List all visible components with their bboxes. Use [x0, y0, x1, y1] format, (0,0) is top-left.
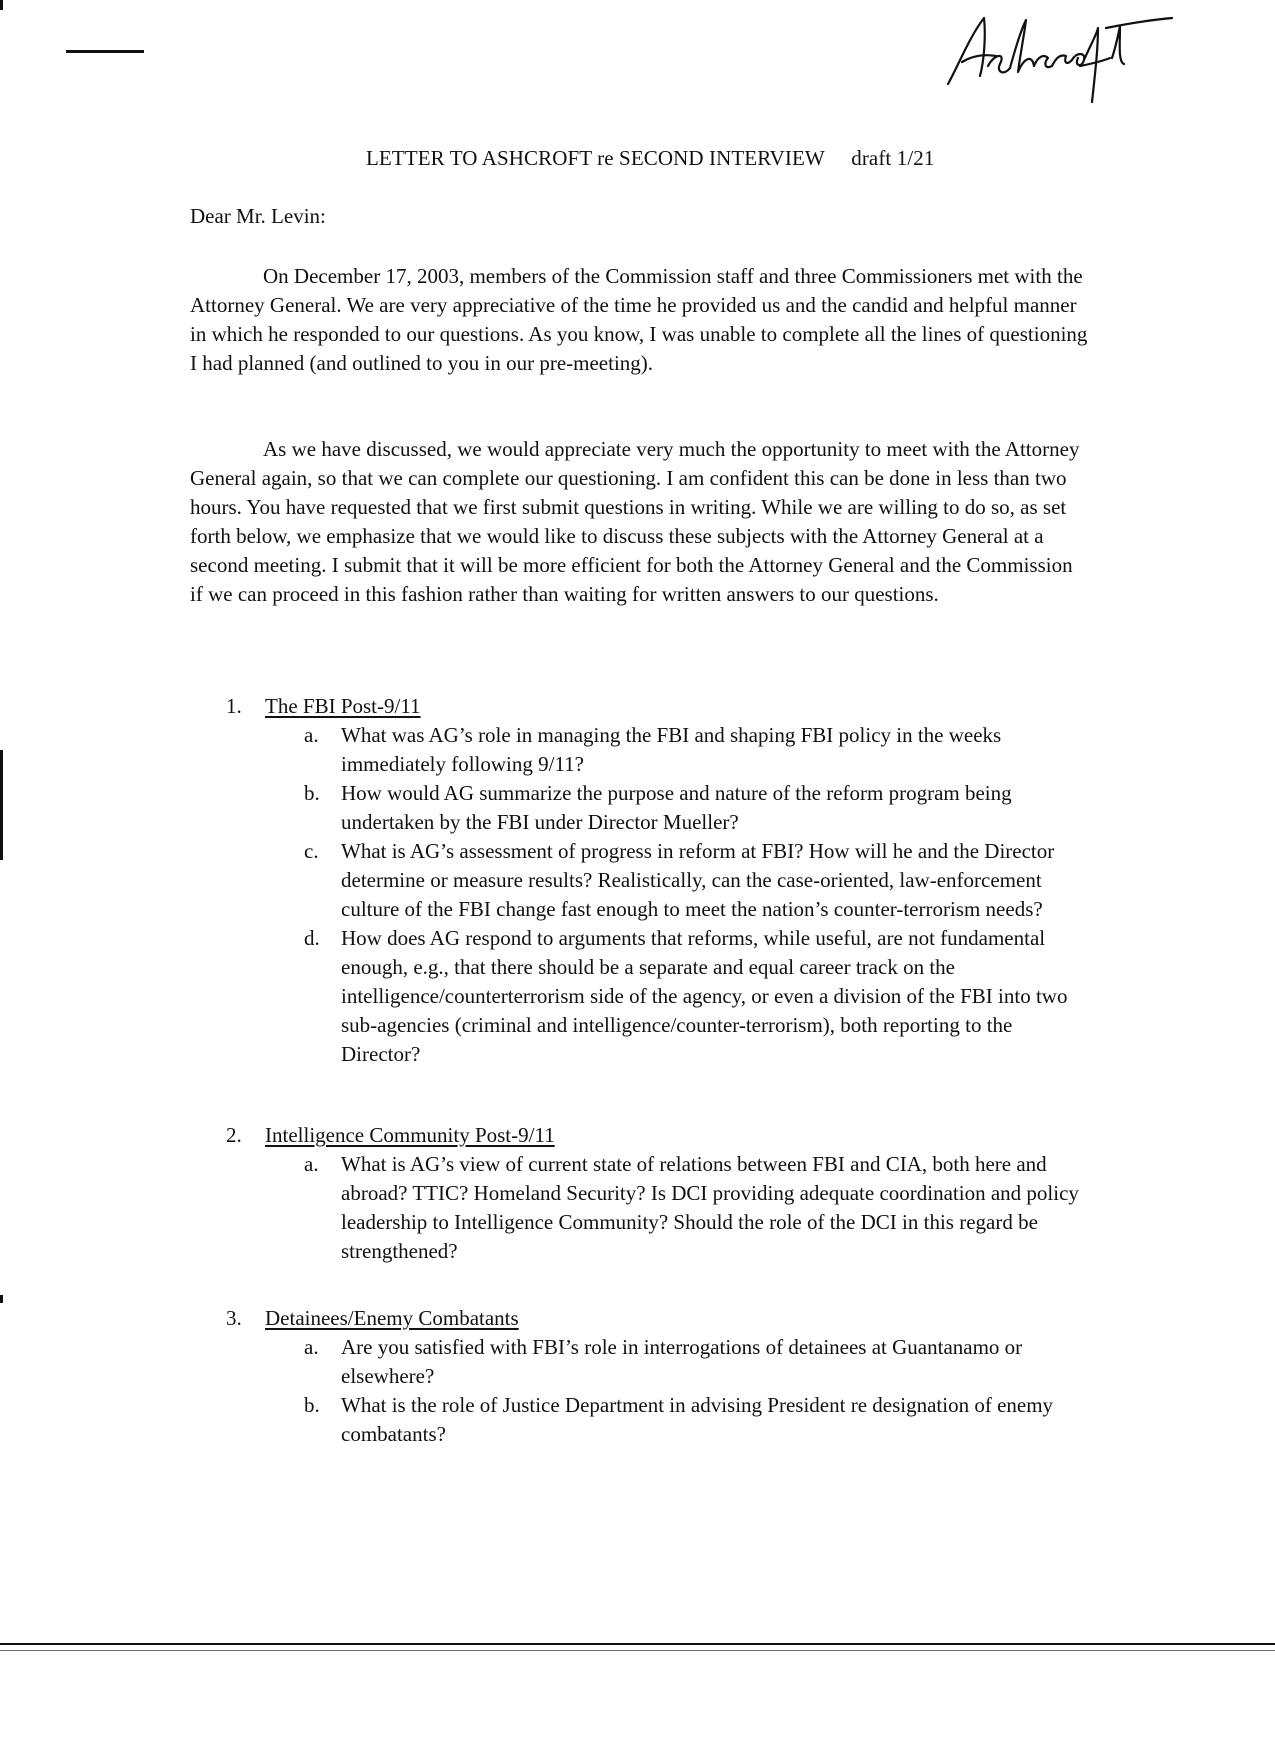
scan-edge-mark — [0, 0, 3, 10]
question-letter: c. — [304, 839, 319, 863]
scan-edge-mark — [0, 1295, 3, 1303]
signature-text: Ashcroft — [940, 6, 944, 7]
salutation: Dear Mr. Levin: — [190, 204, 326, 228]
section-intelligence-community — [190, 1121, 1090, 1266]
body-paragraph-2: As we have discussed, we would appreciate very much the opportunity to meet with the Attorney General again, so that we can complete our questioning. I am confident this can be done in less than two hours. You have requested that we first submit questions in writing. While we are willing to do so, as set forth below, we emphasize that we would like to discuss these subjects with the Attorney General at a second meeting. I submit that it will be more efficient for both the Attorney General and the Commission if we can proceed in this fashion rather than waiting for written answers to our questions. — [190, 437, 1080, 606]
question-item — [190, 1391, 1090, 1449]
question-letter: a. — [304, 723, 319, 747]
question-letter: b. — [304, 781, 320, 805]
scan-edge-mark — [0, 750, 3, 860]
section-number: 2. — [226, 1123, 242, 1147]
question-text: How would AG summarize the purpose and nature of the reform program being undertaken by the FBI under Director Mueller? — [341, 781, 1012, 834]
question-text: What is AG’s assessment of progress in reform at FBI? How will he and the Director determine or measure results? Realistically, can the case-oriented, law-enforcement culture of the FBI change fast enough to meet the nation’s counter-terrorism needs? — [341, 839, 1055, 921]
section-title: Intelligence Community Post-9/11 — [265, 1123, 555, 1147]
question-item — [190, 924, 1090, 1069]
question-item — [190, 779, 1090, 837]
question-text: How does AG respond to arguments that reforms, while useful, are not fundamental enough, e.g., that there should be a separate and equal career track on the intelligence/counterterrorism side of the agency, or even a division of the FBI into two sub-agencies (criminal and intelligence/counter-terrorism), both reporting to the Director? — [341, 926, 1068, 1066]
question-letter: b. — [304, 1393, 320, 1417]
scan-bottom-rule — [0, 1643, 1275, 1645]
body-paragraph-1: On December 17, 2003, members of the Commission staff and three Commissioners met with the Attorney General. We are very appreciative of the time he provided us and the candid and helpful manner in which he responded to our questions. As you know, I was unable to complete all the lines of questioning I had planned (and outlined to you in our pre-meeting). — [190, 264, 1088, 375]
letter-title: LETTER TO ASHCROFT re SECOND INTERVIEW draft 1/21 — [366, 146, 935, 170]
section-fbi — [190, 692, 1090, 1069]
question-letter: d. — [304, 926, 320, 950]
scan-bottom-rule — [0, 1650, 1275, 1651]
section-title: The FBI Post-9/11 — [265, 694, 421, 718]
question-text: What is AG’s view of current state of relations between FBI and CIA, both here and abroad? TTIC? Homeland Security? Is DCI providing adequate coordination and policy leadership to Intelligence Community? Should the role of the DCI in this regard be strengthened? — [341, 1152, 1079, 1263]
handwritten-signature — [940, 6, 1180, 116]
question-item — [190, 1333, 1090, 1391]
section-heading — [190, 692, 1090, 721]
question-text: What is the role of Justice Department in advising President re designation of enemy combatants? — [341, 1393, 1054, 1446]
question-text: Are you satisfied with FBI’s role in interrogations of detainees at Guantanamo or elsewhere? — [341, 1335, 1023, 1388]
section-number: 3. — [226, 1306, 242, 1330]
section-heading — [190, 1304, 1090, 1333]
section-heading — [190, 1121, 1090, 1150]
section-detainees — [190, 1304, 1090, 1449]
question-item — [190, 837, 1090, 924]
section-title: Detainees/Enemy Combatants — [265, 1306, 519, 1330]
question-letter: a. — [304, 1152, 319, 1176]
question-text: What was AG’s role in managing the FBI and shaping FBI policy in the weeks immediately following 9/11? — [341, 723, 1002, 776]
question-item — [190, 721, 1090, 779]
question-item — [190, 1150, 1090, 1266]
handwritten-dash-mark — [66, 50, 144, 53]
question-letter: a. — [304, 1335, 319, 1359]
section-number: 1. — [226, 694, 242, 718]
